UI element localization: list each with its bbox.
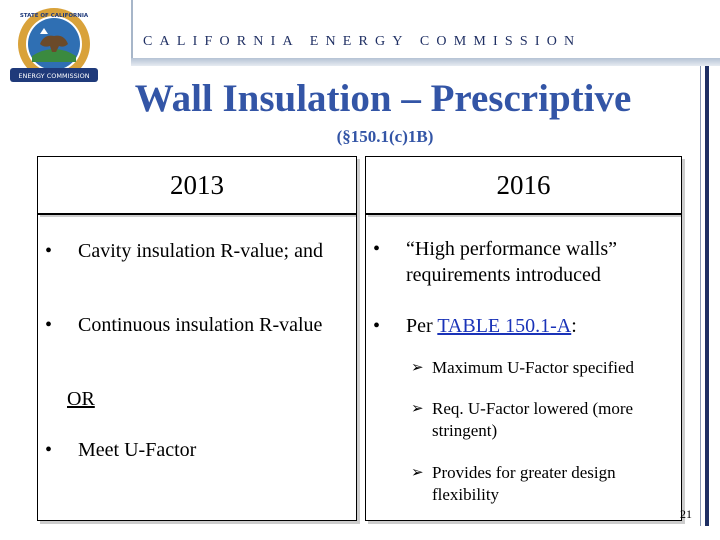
arrow-bullet-icon: ➢ (411, 465, 424, 481)
arrow-bullet-icon: ➢ (411, 360, 424, 376)
bullet-dot: • (373, 315, 381, 337)
seal-top-text: STATE OF CALIFORNIA (19, 13, 89, 19)
list-item-text: Continuous insulation R-value (78, 314, 323, 336)
slide-title: Wall Insulation – Prescriptive (134, 77, 632, 120)
sub-list-item (411, 357, 681, 379)
or-label: OR (67, 388, 95, 410)
list-item-text: Meet U-Factor (78, 439, 197, 461)
seal-bottom-text: ENERGY COMMISSION (18, 72, 90, 80)
column-heading-2013-label: 2013 (170, 169, 224, 200)
section-reference: (§150.1(c)1B) (336, 127, 434, 146)
list-item (373, 236, 673, 288)
bullet-dot: • (45, 240, 53, 262)
table-150-1-a-link[interactable]: TABLE 150.1-A (437, 315, 572, 337)
list-item (45, 437, 345, 463)
sub-list-item-text: Provides for greater design flexibility (432, 463, 616, 504)
list-item-text: “High performance walls” requirements introduced (406, 238, 618, 286)
list-item-prefix: Per (406, 315, 438, 337)
header-band (131, 0, 720, 60)
header-rule (131, 58, 720, 66)
bullet-dot: • (45, 439, 53, 461)
agency-name: CALIFORNIA ENERGY COMMISSION (143, 34, 582, 49)
arrow-bullet-icon: ➢ (411, 401, 424, 417)
page-number: 21 (680, 507, 692, 521)
bullet-dot: • (373, 238, 381, 260)
sub-list-item (411, 398, 681, 442)
sub-list-item-text: Maximum U-Factor specified (432, 358, 635, 377)
column-heading-2013 (37, 156, 357, 214)
sub-list-item (411, 462, 681, 506)
sub-list-item-text: Req. U-Factor lowered (more stringent) (432, 399, 634, 440)
bullet-dot: • (45, 314, 53, 336)
list-item-text: Cavity insulation R-value; and (78, 240, 323, 262)
column-heading-2016 (365, 156, 682, 214)
column-heading-2016-label: 2016 (496, 169, 551, 200)
list-item (45, 312, 345, 338)
list-item-suffix: : (571, 315, 577, 337)
list-item-text (373, 313, 673, 339)
list-item (45, 238, 345, 264)
list-item (373, 313, 673, 339)
